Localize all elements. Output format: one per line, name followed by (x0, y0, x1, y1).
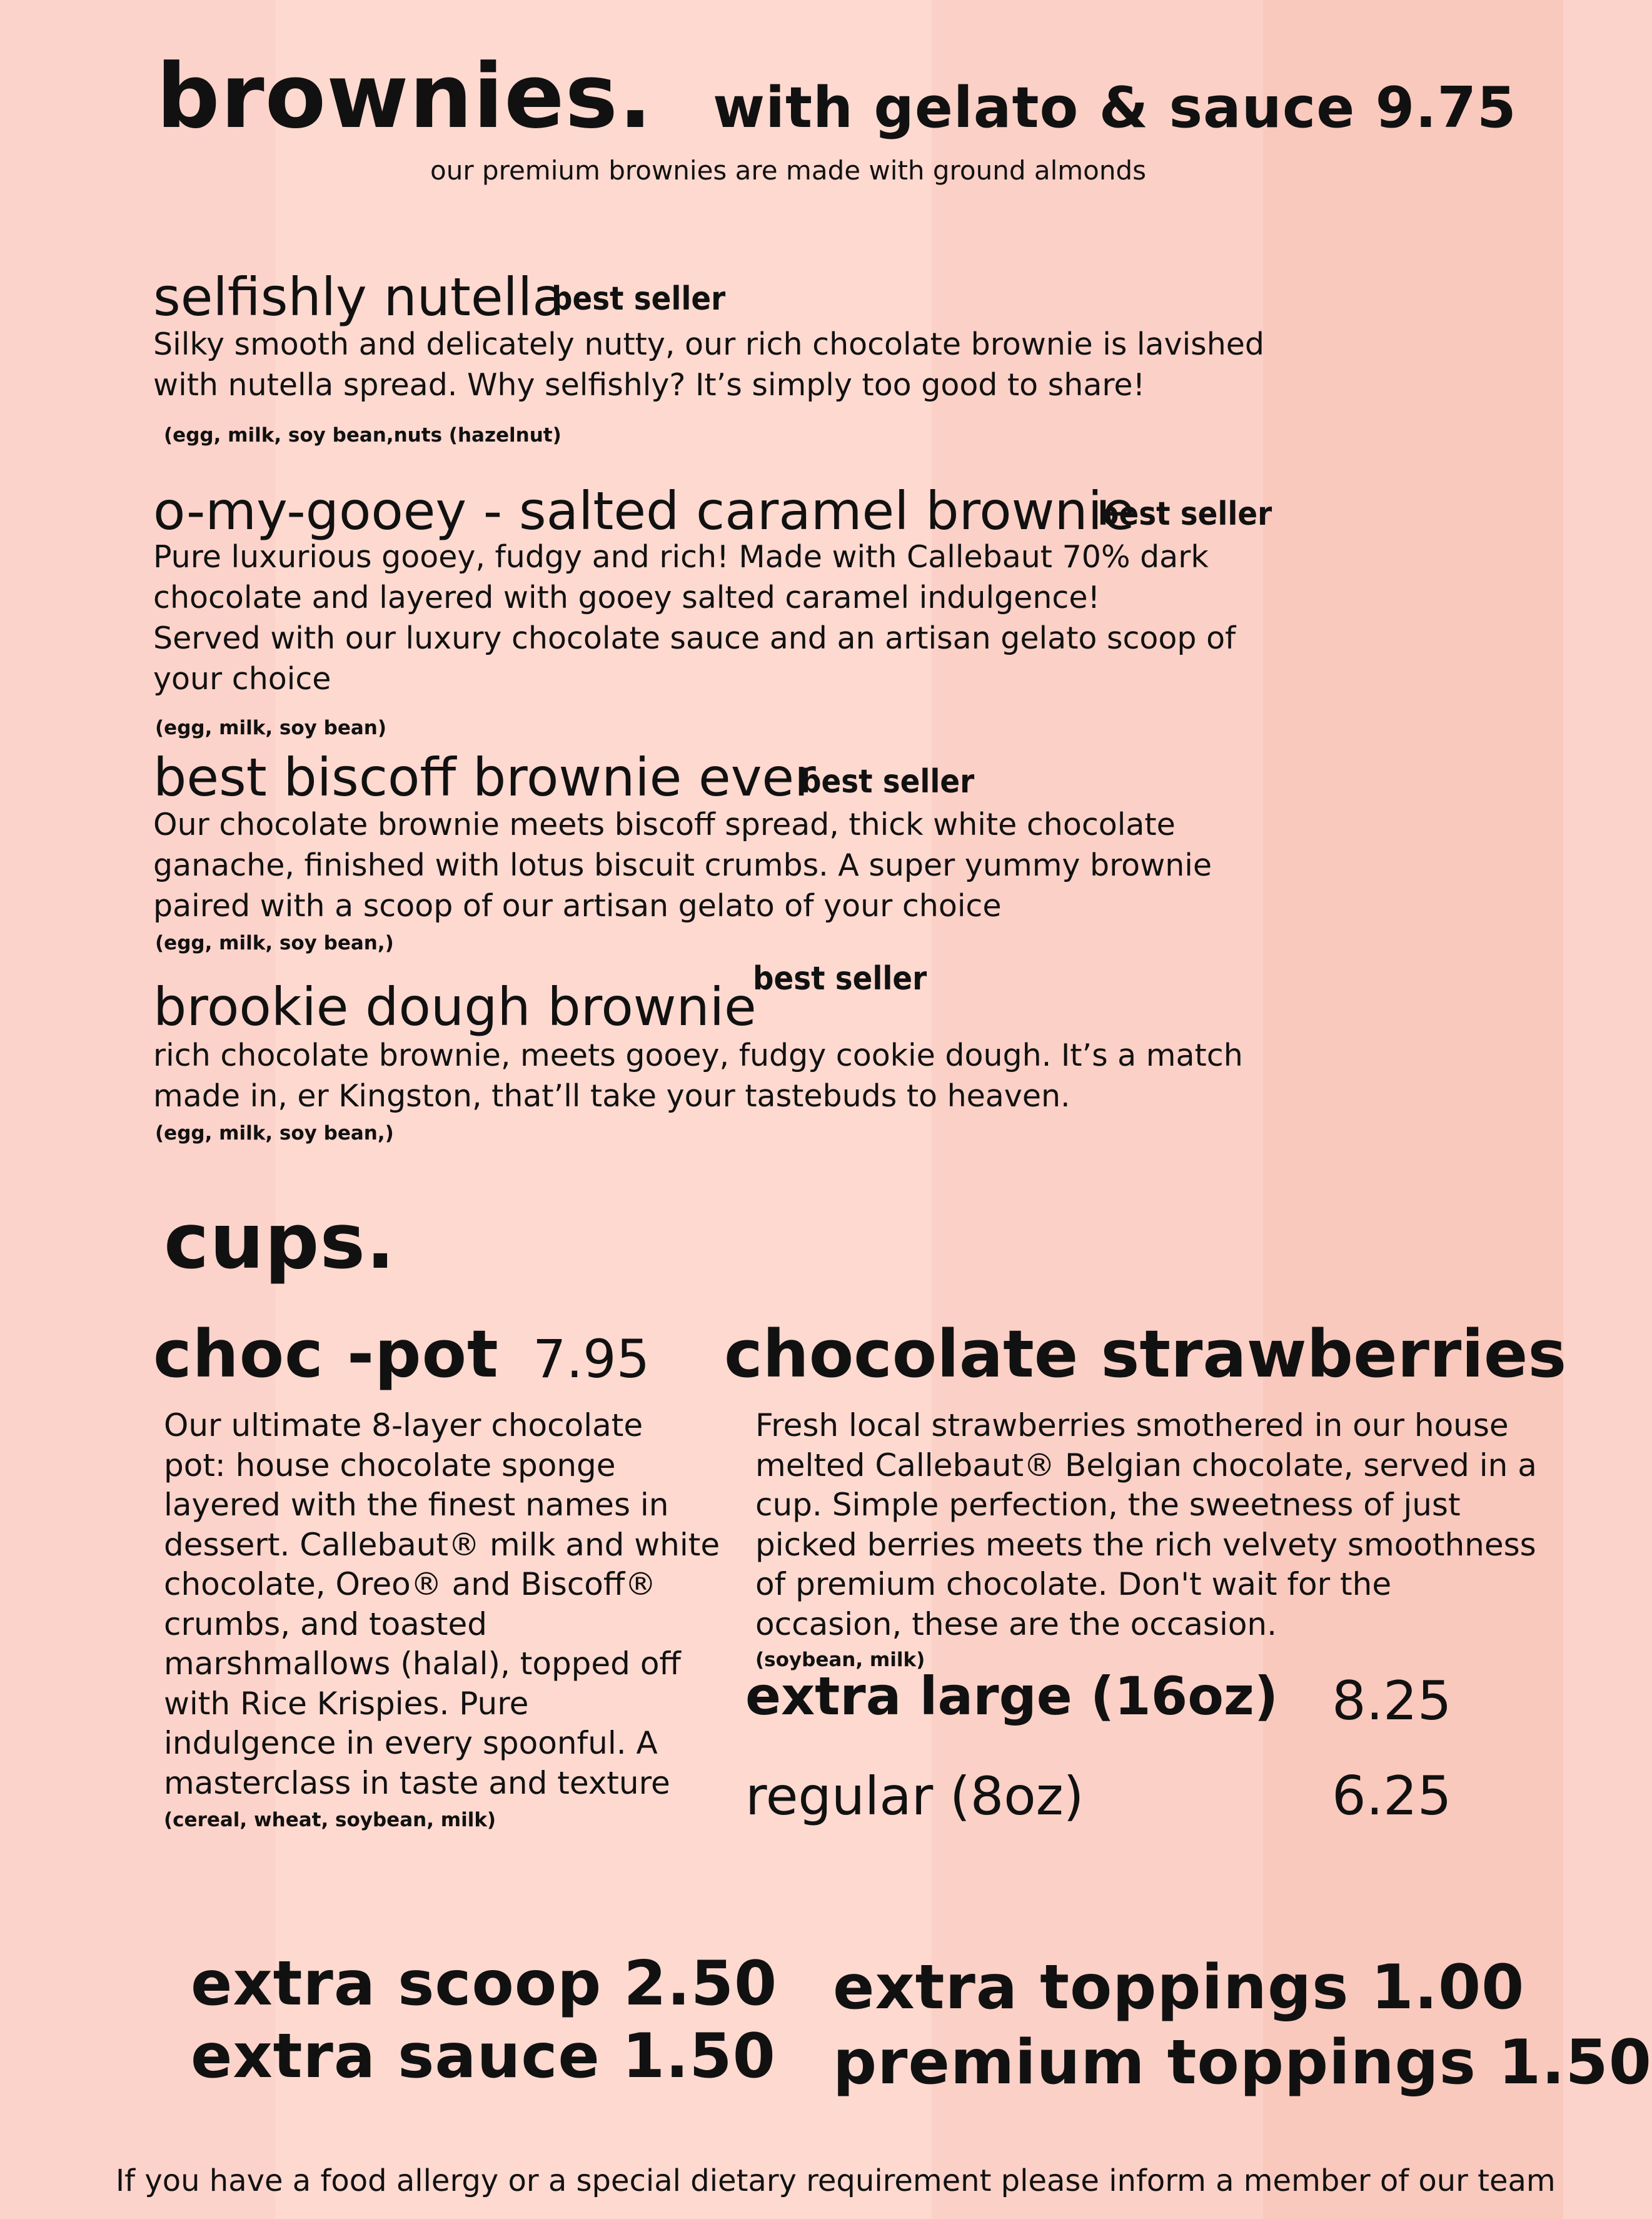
item-description (153, 324, 1264, 405)
best-seller-badge: best seller (800, 763, 975, 801)
description-line: Pure luxurious gooey, fudgy and rich! Made with Callebaut 70% dark (153, 539, 1209, 575)
description-line: Fresh local strawberries smothered in our house (755, 1407, 1509, 1443)
description-line: occasion, these are the occasion. (755, 1605, 1277, 1642)
description-line: chocolate and layered with gooey salted caramel indulgence! (153, 580, 1100, 615)
best-seller-badge: best seller (1098, 495, 1272, 533)
choc-pot-description (164, 1406, 720, 1803)
item-description (153, 537, 1236, 699)
strawberries-description (755, 1406, 1537, 1644)
allergen-note: (cereal, wheat, soybean, milk) (164, 1809, 496, 1831)
description-line: chocolate, Oreo® and Biscoff® (164, 1566, 657, 1602)
description-line: Served with our luxury chocolate sauce and an artisan gelato scoop of (153, 620, 1236, 656)
item-title-o-my-gooey: o-my-gooey - salted caramel brownie (153, 480, 1135, 542)
description-line: with nutella spread. Why selfishly? It’s simply too good to share! (153, 367, 1146, 403)
description-line: crumbs, and toasted (164, 1605, 487, 1642)
description-line: indulgence in every spoonful. A (164, 1725, 658, 1761)
allergen-note: (egg, milk, soy bean,) (155, 932, 394, 954)
cups-heading: cups. (164, 1197, 396, 1286)
item-title-brookie-dough: brookie dough brownie (153, 976, 757, 1038)
description-line: layered with the finest names in (164, 1487, 669, 1523)
size-regular-label: regular (8oz) (745, 1766, 1084, 1827)
allergen-note: (egg, milk, soy bean,nuts (hazelnut) (164, 424, 562, 447)
best-seller-badge: best seller (552, 280, 726, 318)
description-line: your choice (153, 661, 331, 697)
chocolate-strawberries-title: chocolate strawberries (724, 1316, 1567, 1392)
description-line: cup. Simple perfection, the sweetness of just (755, 1487, 1461, 1523)
description-line: masterclass in taste and texture (164, 1764, 670, 1801)
allergen-note: (soybean, milk) (755, 1649, 925, 1671)
item-title-best-biscoff: best biscoff brownie ever (153, 747, 816, 808)
extra-sauce-price: extra sauce 1.50 (191, 2021, 776, 2092)
best-seller-badge: best seller (753, 960, 927, 998)
description-line: picked berries meets the rich velvety smoothness (755, 1526, 1536, 1563)
size-extra-large-price: 8.25 (1332, 1670, 1452, 1732)
allergy-footer-note: If you have a food allergy or a special dietary requirement please inform a member of our team (116, 2163, 1556, 2198)
description-line: melted Callebaut® Belgian chocolate, served in a (755, 1447, 1537, 1484)
description-line: rich chocolate brownie, meets gooey, fudgy cookie dough. It’s a match (153, 1038, 1243, 1073)
item-description (153, 1035, 1243, 1116)
extra-scoop-price: extra scoop 2.50 (191, 1948, 778, 2019)
item-description (153, 804, 1212, 926)
item-title-selfishly-nutella: selfishly nutella (153, 266, 565, 328)
description-line: marshmallows (halal), topped off (164, 1645, 681, 1682)
description-line: Silky smooth and delicately nutty, our rich chocolate brownie is lavished (153, 326, 1265, 362)
premium-toppings-price: premium toppings 1.50 (833, 2027, 1652, 2098)
description-line: pot: house chocolate sponge (164, 1447, 616, 1484)
allergen-note: (egg, milk, soy bean) (155, 717, 387, 739)
description-line: with Rice Krispies. Pure (164, 1685, 529, 1722)
brownies-subtitle: our premium brownies are made with ground almonds (430, 155, 1147, 186)
allergen-note: (egg, milk, soy bean,) (155, 1122, 394, 1145)
size-extra-large-label: extra large (16oz) (745, 1666, 1279, 1727)
description-line: ganache, finished with lotus biscuit crumbs. A super yummy brownie (153, 847, 1212, 883)
description-line: Our ultimate 8-layer chocolate (164, 1407, 643, 1443)
description-line: dessert. Callebaut® milk and white (164, 1526, 720, 1563)
description-line: made in, er Kingston, that’ll take your tastebuds to heaven. (153, 1078, 1070, 1114)
size-regular-price: 6.25 (1332, 1765, 1452, 1827)
description-line: paired with a scoop of our artisan gelato of your choice (153, 888, 1002, 924)
choc-pot-price: 7.95 (533, 1328, 650, 1390)
description-line: of premium chocolate. Don't wait for the (755, 1566, 1392, 1602)
choc-pot-title: choc -pot (153, 1316, 499, 1392)
extra-toppings-price: extra toppings 1.00 (833, 1952, 1525, 2023)
brownies-heading: brownies. (156, 45, 653, 148)
description-line: Our chocolate brownie meets biscoff spread, thick white chocolate (153, 807, 1176, 842)
brownies-price-line: with gelato & sauce 9.75 (713, 75, 1517, 141)
